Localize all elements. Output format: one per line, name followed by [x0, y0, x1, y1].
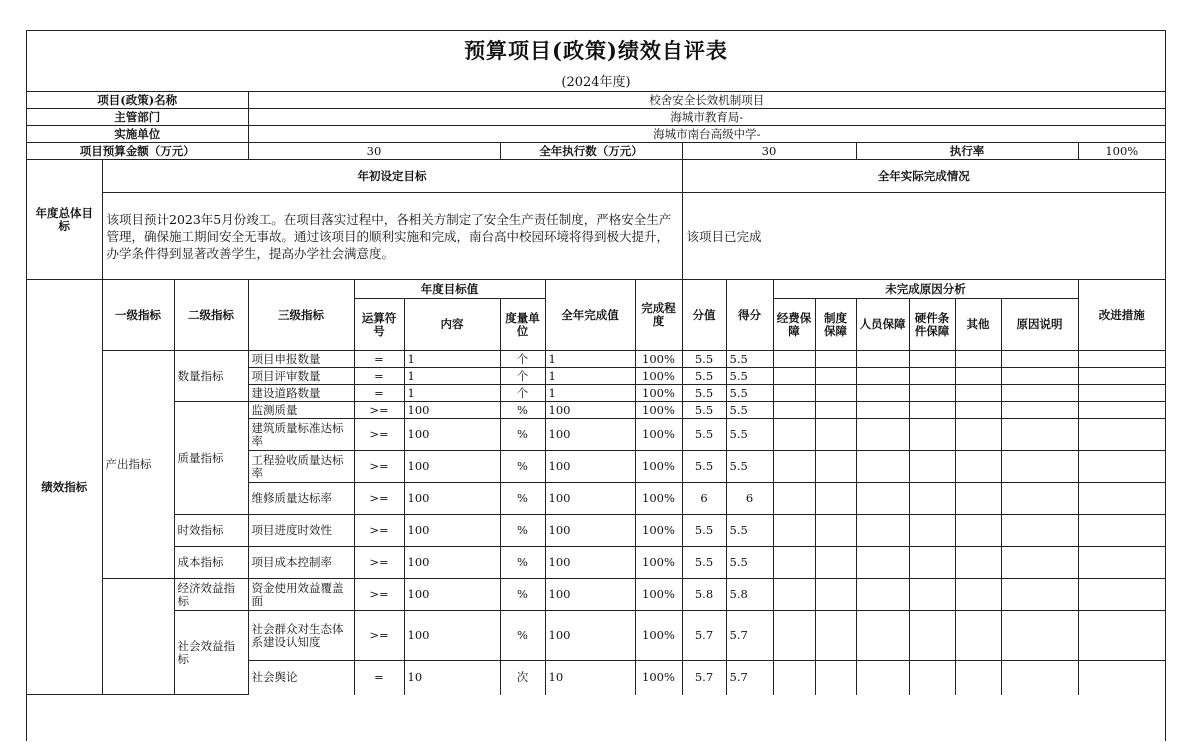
group-timeliness: 时效指标 — [174, 515, 248, 547]
score-cell: 5.7 — [682, 661, 726, 695]
header-operator: 运算符号 — [354, 299, 404, 351]
execution-rate-value: 100% — [1078, 143, 1165, 160]
header-reason-system: 制度保障 — [815, 299, 856, 351]
score-cell: 5.5 — [682, 402, 726, 419]
unit-cell: % — [500, 515, 545, 547]
operator-cell: >= — [354, 483, 404, 515]
document-year: (2024年度) — [561, 75, 631, 90]
header-content: 内容 — [404, 299, 500, 351]
earned-cell: 5.8 — [726, 579, 773, 611]
project-name-label: 项目(政策)名称 — [27, 92, 248, 109]
group-economic: 经济效益指标 — [174, 579, 248, 611]
implementing-unit-value: 海城市南台高级中学- — [248, 126, 1165, 143]
content-cell: 100 — [404, 483, 500, 515]
indicator-name: 建筑质量标准达标率 — [248, 419, 354, 451]
score-cell: 5.5 — [682, 419, 726, 451]
header-annual-target: 年度目标值 — [354, 280, 545, 299]
earned-cell: 6 — [726, 483, 773, 515]
content-cell: 100 — [404, 515, 500, 547]
content-cell: 1 — [404, 368, 500, 385]
operator-cell: >= — [354, 402, 404, 419]
completed-cell: 1 — [545, 368, 635, 385]
execution-value: 30 — [682, 143, 856, 160]
actual-completion-text: 该项目已完成 — [682, 193, 1165, 280]
indicator-name: 工程验收质量达标率 — [248, 451, 354, 483]
degree-cell: 100% — [635, 547, 682, 579]
completed-cell: 100 — [545, 611, 635, 661]
unit-cell: % — [500, 579, 545, 611]
header-level2: 二级指标 — [174, 280, 248, 351]
earned-cell: 5.7 — [726, 661, 773, 695]
score-cell: 5.5 — [682, 385, 726, 402]
degree-cell: 100% — [635, 611, 682, 661]
evaluation-sheet — [26, 30, 1166, 741]
degree-cell: 100% — [635, 368, 682, 385]
header-reason-other: 其他 — [955, 299, 1001, 351]
indicator-name: 项目申报数量 — [248, 351, 354, 368]
degree-cell: 100% — [635, 661, 682, 695]
indicator-name: 社会舆论 — [248, 661, 354, 695]
unit-cell: % — [500, 451, 545, 483]
table-row — [27, 402, 1165, 419]
earned-cell: 5.7 — [726, 611, 773, 661]
degree-cell: 100% — [635, 579, 682, 611]
initial-goal-text: 该项目预计2023年5月份竣工。在项目落实过程中，各相关方制定了安全生产责任制度，严格安全生产管理，确保施工期间安全无事故。通过该项目的顺利实施和完成，南台高中校园环境将得到极大提升，办学条件得到显著改善学生，提高办学社会满意度。 — [102, 193, 682, 280]
operator-cell: >= — [354, 611, 404, 661]
earned-cell: 5.5 — [726, 402, 773, 419]
score-cell: 5.8 — [682, 579, 726, 611]
content-cell: 100 — [404, 419, 500, 451]
execution-rate-label: 执行率 — [856, 143, 1078, 160]
completed-cell: 100 — [545, 402, 635, 419]
degree-cell: 100% — [635, 419, 682, 451]
budget-label: 项目预算金额（万元） — [27, 143, 248, 160]
indicator-name: 项目评审数量 — [248, 368, 354, 385]
operator-cell: >= — [354, 419, 404, 451]
completed-cell: 100 — [545, 547, 635, 579]
score-cell: 5.5 — [682, 515, 726, 547]
group-quality: 质量指标 — [174, 402, 248, 515]
evaluation-table — [27, 91, 1165, 695]
group-cost: 成本指标 — [174, 547, 248, 579]
content-cell: 100 — [404, 451, 500, 483]
operator-cell: >= — [354, 515, 404, 547]
degree-cell: 100% — [635, 402, 682, 419]
execution-label: 全年执行数（万元） — [500, 143, 682, 160]
earned-cell: 5.5 — [726, 368, 773, 385]
completed-cell: 100 — [545, 515, 635, 547]
operator-cell: = — [354, 385, 404, 402]
indicator-name: 资金使用效益覆盖面 — [248, 579, 354, 611]
earned-cell: 5.5 — [726, 385, 773, 402]
score-cell: 5.5 — [682, 368, 726, 385]
content-cell: 100 — [404, 611, 500, 661]
department-value: 海城市教育局- — [248, 109, 1165, 126]
group-quantity: 数量指标 — [174, 351, 248, 402]
group-output: 产出指标 — [102, 351, 174, 579]
header-level1: 一级指标 — [102, 280, 174, 351]
table-row — [27, 515, 1165, 547]
table-row — [27, 351, 1165, 368]
unit-cell: 个 — [500, 385, 545, 402]
project-name-value: 校舍安全长效机制项目 — [248, 92, 1165, 109]
actual-completion-header: 全年实际完成情况 — [682, 160, 1165, 193]
indicator-name: 维修质量达标率 — [248, 483, 354, 515]
indicator-name: 监测质量 — [248, 402, 354, 419]
indicator-name: 社会群众对生态体系建设认知度 — [248, 611, 354, 661]
score-cell: 5.7 — [682, 611, 726, 661]
operator-cell: = — [354, 351, 404, 368]
completed-cell: 100 — [545, 419, 635, 451]
degree-cell: 100% — [635, 515, 682, 547]
table-row — [27, 547, 1165, 579]
score-cell: 5.5 — [682, 451, 726, 483]
degree-cell: 100% — [635, 385, 682, 402]
operator-cell: = — [354, 368, 404, 385]
content-cell: 1 — [404, 385, 500, 402]
content-cell: 100 — [404, 402, 500, 419]
unit-cell: % — [500, 419, 545, 451]
content-cell: 100 — [404, 547, 500, 579]
header-level3: 三级指标 — [248, 280, 354, 351]
completed-cell: 100 — [545, 483, 635, 515]
completed-cell: 1 — [545, 351, 635, 368]
budget-value: 30 — [248, 143, 500, 160]
initial-goal-header: 年初设定目标 — [102, 160, 682, 193]
header-score: 分值 — [682, 280, 726, 351]
completed-cell: 100 — [545, 451, 635, 483]
score-cell: 6 — [682, 483, 726, 515]
header-completed: 全年完成值 — [545, 280, 635, 351]
annual-goal-label: 年度总体目标 — [27, 160, 102, 280]
score-cell: 5.5 — [682, 351, 726, 368]
indicator-name: 项目成本控制率 — [248, 547, 354, 579]
header-unit: 度量单位 — [500, 299, 545, 351]
unit-cell: 个 — [500, 368, 545, 385]
group-social: 社会效益指标 — [174, 611, 248, 695]
unit-cell: % — [500, 483, 545, 515]
content-cell: 10 — [404, 661, 500, 695]
header-improve: 改进措施 — [1078, 280, 1165, 351]
unit-cell: % — [500, 547, 545, 579]
content-cell: 100 — [404, 579, 500, 611]
indicator-name: 项目进度时效性 — [248, 515, 354, 547]
unit-cell: 个 — [500, 351, 545, 368]
group-effect-blank — [102, 579, 174, 695]
earned-cell: 5.5 — [726, 547, 773, 579]
header-earned: 得分 — [726, 280, 773, 351]
indicator-name: 建设道路数量 — [248, 385, 354, 402]
completed-cell: 1 — [545, 385, 635, 402]
unit-cell: % — [500, 611, 545, 661]
department-label: 主管部门 — [27, 109, 248, 126]
header-reason-fund: 经费保障 — [773, 299, 815, 351]
header-reason-hardware: 硬件条件保障 — [909, 299, 955, 351]
degree-cell: 100% — [635, 351, 682, 368]
unit-cell: 次 — [500, 661, 545, 695]
content-cell: 1 — [404, 351, 500, 368]
completed-cell: 100 — [545, 579, 635, 611]
implementing-unit-label: 实施单位 — [27, 126, 248, 143]
earned-cell: 5.5 — [726, 515, 773, 547]
score-cell: 5.5 — [682, 547, 726, 579]
earned-cell: 5.5 — [726, 351, 773, 368]
document-title: 预算项目(政策)绩效自评表 — [464, 38, 728, 63]
title-block — [27, 31, 1165, 92]
degree-cell: 100% — [635, 483, 682, 515]
unit-cell: % — [500, 402, 545, 419]
operator-cell: = — [354, 661, 404, 695]
performance-indicator-label: 绩效指标 — [27, 280, 102, 695]
table-row — [27, 611, 1165, 661]
header-reason-note: 原因说明 — [1001, 299, 1078, 351]
operator-cell: >= — [354, 547, 404, 579]
operator-cell: >= — [354, 579, 404, 611]
earned-cell: 5.5 — [726, 419, 773, 451]
degree-cell: 100% — [635, 451, 682, 483]
operator-cell: >= — [354, 451, 404, 483]
header-degree: 完成程度 — [635, 280, 682, 351]
completed-cell: 10 — [545, 661, 635, 695]
header-reasons: 未完成原因分析 — [773, 280, 1078, 299]
earned-cell: 5.5 — [726, 451, 773, 483]
header-reason-staff: 人员保障 — [856, 299, 909, 351]
table-row — [27, 579, 1165, 611]
